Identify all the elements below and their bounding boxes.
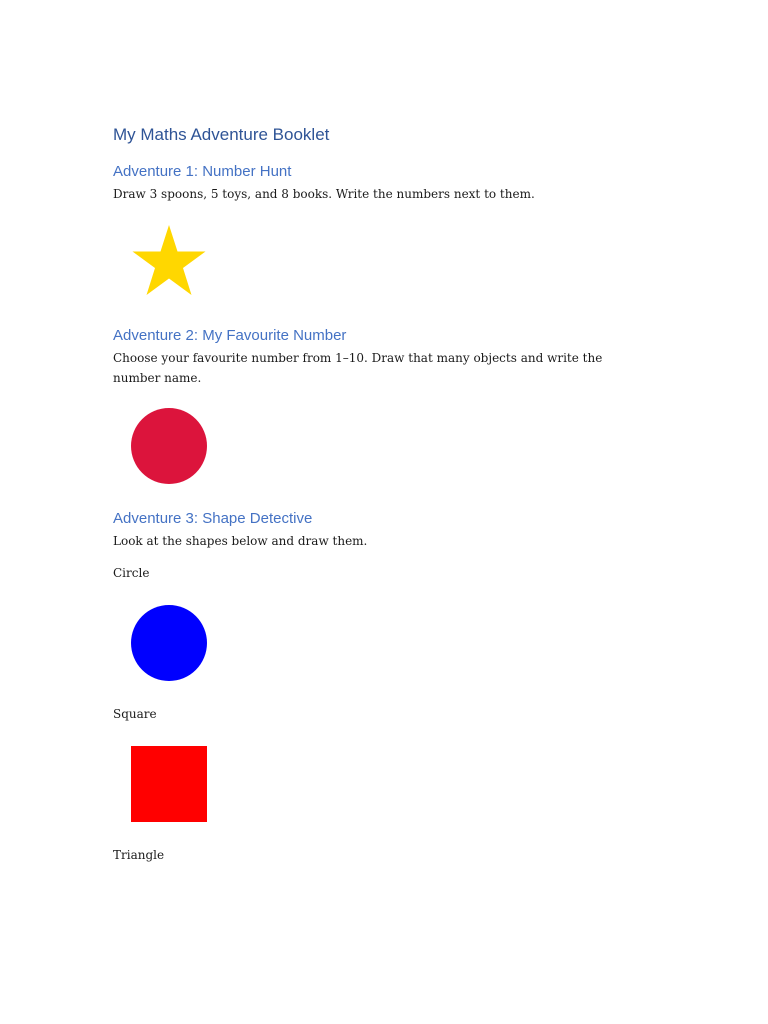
adventure-1-heading: Adventure 1: Number Hunt (113, 163, 292, 180)
circle-icon (131, 408, 207, 484)
square-icon (131, 746, 207, 822)
adventure-2-heading: Adventure 2: My Favourite Number (113, 327, 347, 344)
star-shape (133, 225, 206, 295)
shape-label-square: Square (113, 707, 157, 721)
circle-icon (131, 605, 207, 681)
adventure-1-instruction: Draw 3 spoons, 5 toys, and 8 books. Write the numbers next to them. (113, 187, 535, 201)
adventure-2-instruction: Choose your favourite number from 1–10. Draw that many objects and write the number name. (113, 351, 603, 385)
adventure-3-heading: Adventure 3: Shape Detective (113, 510, 313, 527)
red-square-shape (131, 746, 207, 822)
star-icon (131, 223, 207, 299)
shape-label-triangle: Triangle (113, 848, 165, 862)
shape-label-circle: Circle (113, 566, 150, 580)
adventure-3-instruction: Look at the shapes below and draw them. (113, 534, 368, 548)
document-title: My Maths Adventure Booklet (113, 125, 330, 144)
red-circle-shape (131, 408, 207, 484)
blue-circle-shape (131, 605, 207, 681)
